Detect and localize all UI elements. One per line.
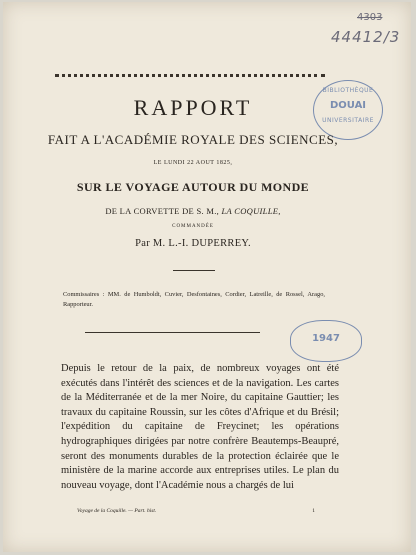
body-paragraph: Depuis le retour de la paix, de nombreux voyages ont été exécutés dans l'intérêt des sciences et de la navigation. Les cartes de la Méditerranée et de la mer Noire, du capitaine Gauttier; les travaux du capitaine Roussin, sur les côtes d'Afrique et du Brésil; l'expédition du capitaine de Freycinet; les opérations hydrographiques dirigées par notre confrère Beautemps-Beaupré, seront des monuments durables de la protection éclairée que le ministère de la marine accorde aux entreprises utiles. Le plan du nouveau voyage, dont l'Académie nous a chargés de lui — [61, 363, 339, 491]
manuscript-note — [331, 12, 401, 52]
document-title: RAPPORT — [133, 95, 253, 120]
commissioners: Commissaires : MM. de Humboldt, Cuvier, Desfontaines, Cordier, Latreille, de Rossel, Arago, Rapporteur. — [63, 291, 325, 308]
report-subject: SUR LE VOYAGE AUTOUR DU MONDE — [76, 180, 310, 194]
accession-stamp — [290, 320, 362, 362]
stamp-line-3: UNIVERSITAIRE — [322, 117, 374, 124]
ship-name: LA COQUILLE, — [221, 206, 281, 216]
stamp-line-2: DOUAI — [329, 100, 367, 111]
report-date: LE LUNDI 22 AOUT 1825, — [153, 160, 233, 166]
document-subtitle: FAIT A L'ACADÉMIE ROYALE DES SCIENCES, — [47, 132, 339, 147]
body-text — [61, 362, 339, 493]
document-page — [3, 2, 411, 552]
author-line: Par M. L.-I. DUPERREY. — [135, 238, 251, 249]
short-rule — [173, 270, 215, 271]
shelfmark: 44412/3 — [331, 28, 401, 46]
page-footer — [77, 508, 315, 514]
ship-prefix: DE LA CORVETTE DE S. M., — [105, 206, 222, 216]
footer-title: Voyage de la Coquille. — Part. hist. — [77, 508, 157, 514]
section-rule — [85, 332, 260, 333]
page-number: 1 — [312, 508, 315, 514]
stamp-line-1: BIBLIOTHÈQUE — [322, 87, 374, 94]
dotted-rule — [55, 74, 325, 77]
ship-line — [3, 206, 383, 216]
struck-number: 4303 — [357, 12, 383, 23]
accession-number: 1947 — [312, 333, 340, 344]
commanded-label: COMMANDÉE — [172, 224, 214, 229]
